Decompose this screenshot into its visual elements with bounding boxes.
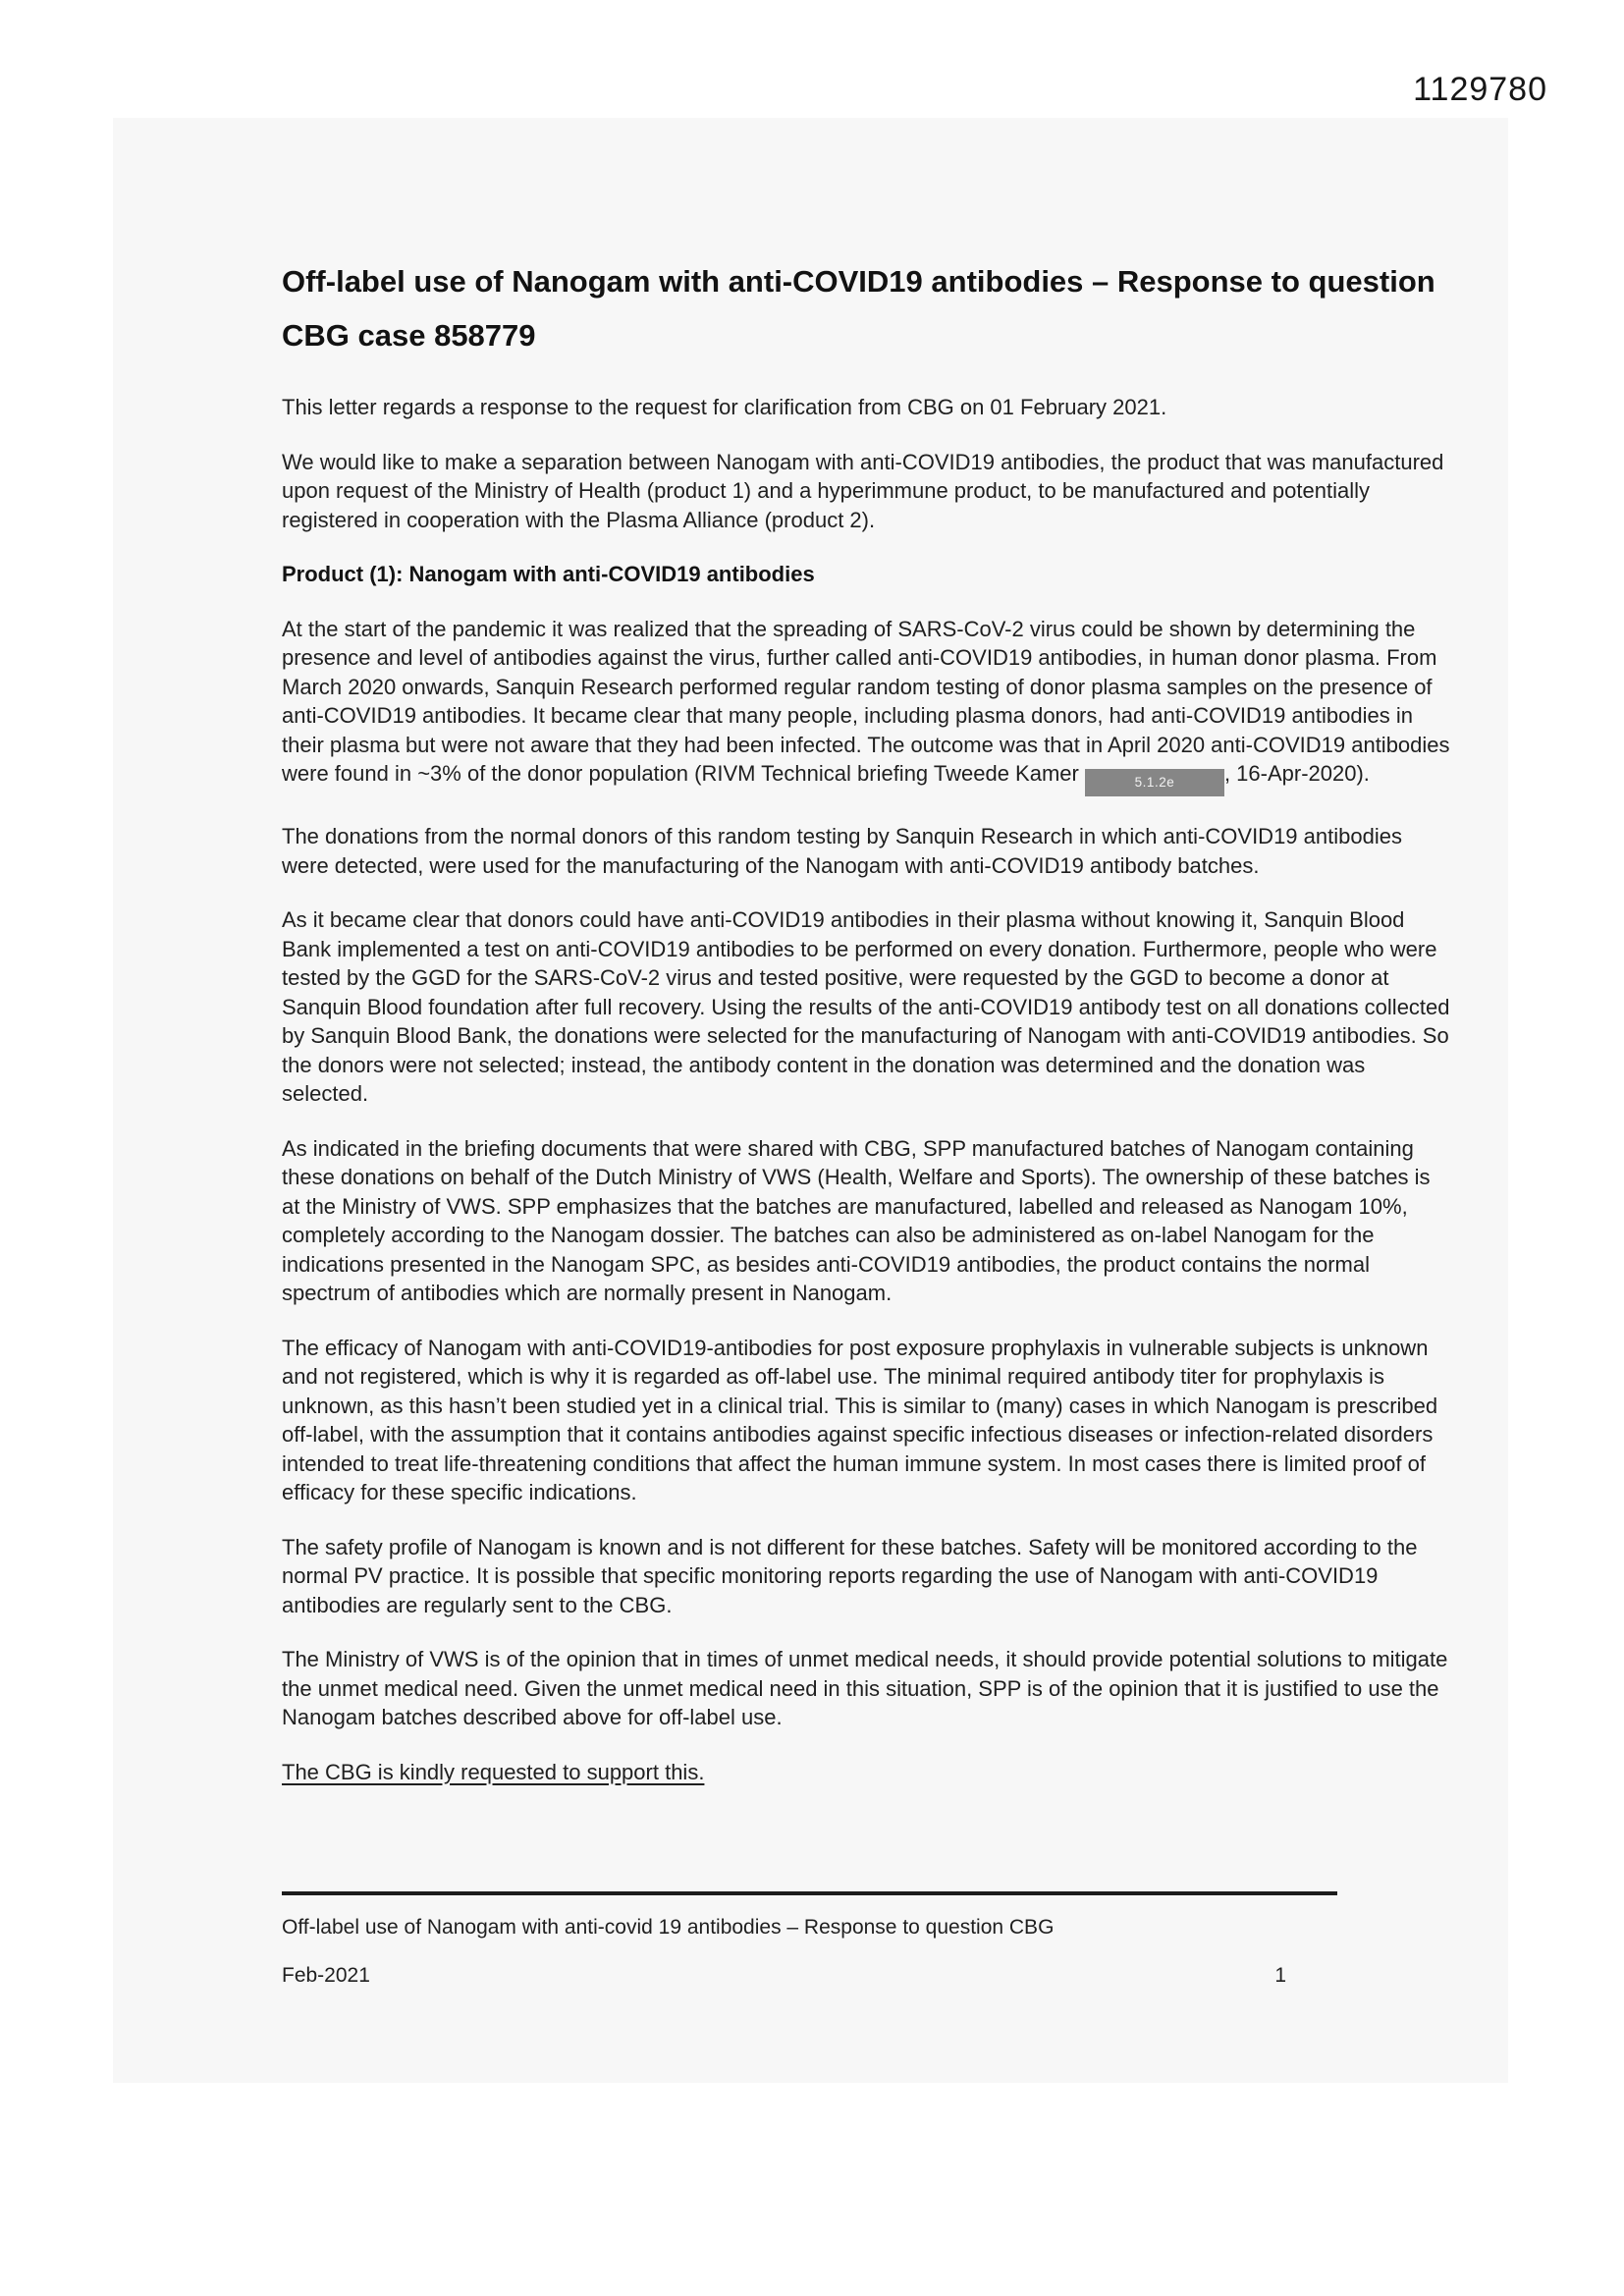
paragraph-pandemic: [282, 615, 1450, 797]
document-title: Off-label use of Nanogam with anti-COVID19 antibodies – Response to question CBG case 858779: [282, 263, 1435, 353]
paragraph-separation: We would like to make a separation between Nanogam with anti-COVID19 antibodies, the product that was manufactured upon request of the Ministry of Health (product 1) and a hyperimmune product, to be manufactured and potentially registered in cooperation with the Plasma Alliance (product 2).: [282, 449, 1444, 532]
document-reference-number: 1129780: [1413, 71, 1547, 108]
paragraph-safety: The safety profile of Nanogam is known and is not different for these batches. Safety will be monitored according to the normal PV practice. It is possible that specific monitoring reports regarding the use of Nanogam with anti-COVID19 antibodies are regularly sent to the CBG.: [282, 1534, 1418, 1617]
footer-date: Feb-2021: [282, 1964, 370, 1987]
section-heading-product1: Product (1): Nanogam with anti-COVID19 antibodies: [282, 562, 815, 586]
paragraph-cbg-request: The CBG is kindly requested to support this.: [282, 1759, 705, 1784]
footer-document-title: Off-label use of Nanogam with anti-covid 19 antibodies – Response to question CBG: [282, 1916, 1055, 1939]
paragraph-briefing-ownership: As indicated in the briefing documents that were shared with CBG, SPP manufactured batches of Nanogam containing these donations on behalf of the Dutch Ministry of VWS (Health, Welfare and Sports). The ownership of these batches is at the Ministry of VWS. SPP emphasizes that the batches are manufactured, labelled and released as Nanogam 10%, completely according to the Nanogam dossier. The batches can also be administered as on-label Nanogam for the indications presented in the Nanogam SPC, as besides anti-COVID19 antibodies, the product contains the normal spectrum of antibodies which are normally present in Nanogam.: [282, 1135, 1431, 1305]
footer-page-number: 1: [1274, 1964, 1286, 1987]
document-body: [282, 393, 1450, 1812]
paragraph-efficacy: The efficacy of Nanogam with anti-COVID19-antibodies for post exposure prophylaxis in vulnerable subjects is unknown and not registered, which is why it is regarded as off-label use. The minimal required antibody titer for prophylaxis is unknown, as this hasn’t been studied yet in a clinical trial. This is similar to (many) cases in which Nanogam is prescribed off-label, with the assumption that it contains antibodies against specific infectious diseases or infection-related disorders intended to treat life-threatening conditions that affect the human immune system. In most cases there is limited proof of efficacy for these specific indications.: [282, 1335, 1438, 1504]
redaction-box: 5.1.2e: [1085, 769, 1224, 796]
paragraph-pandemic-text-after: , 16-Apr-2020).: [1223, 761, 1370, 786]
footer-meta-row: [282, 1964, 1337, 1988]
page-footer: [282, 1891, 1337, 1988]
paragraph-ministry-opinion: The Ministry of VWS is of the opinion that in times of unmet medical needs, it should provide potential solutions to mitigate the unmet medical need. Given the unmet medical need in this situation, SPP is of the opinion that it is justified to use the Nanogam batches described above for off-label use.: [282, 1647, 1448, 1729]
paragraph-clarification: This letter regards a response to the request for clarification from CBG on 01 February 2021.: [282, 395, 1167, 419]
paragraph-donations: The donations from the normal donors of this random testing by Sanquin Research in which anti-COVID19 antibodies were detected, were used for the manufacturing of the Nanogam with anti-COVID19 antibody batches.: [282, 824, 1402, 878]
paragraph-test-selection: As it became clear that donors could have anti-COVID19 antibodies in their plasma without knowing it, Sanquin Blood Bank implemented a test on anti-COVID19 antibodies to be performed on every donation. Furthermore, people who were tested by the GGD for the SARS-CoV-2 virus and tested positive, were requested by the GGD to become a donor at Sanquin Blood foundation after full recovery. Using the results of the anti-COVID19 antibody test on all donations collected by Sanquin Blood Bank, the donations were selected for the manufacturing of Nanogam with anti-COVID19 antibodies. So the donors were not selected; instead, the antibody content in the donation was determined and the donation was selected.: [282, 907, 1450, 1106]
paragraph-pandemic-text-before: At the start of the pandemic it was realized that the spreading of SARS-CoV-2 virus could be shown by determining the presence and level of antibodies against the virus, further called anti-COVID19 antibodies, in human donor plasma. From March 2020 onwards, Sanquin Research performed regular random testing of donor plasma samples on the presence of anti-COVID19 antibodies. It became clear that many people, including plasma donors, had anti-COVID19 antibodies in their plasma but were not aware that they had been infected. The outcome was that in April 2020 anti-COVID19 antibodies were found in ~3% of the donor population (RIVM Technical briefing Tweede Kamer: [282, 616, 1450, 786]
